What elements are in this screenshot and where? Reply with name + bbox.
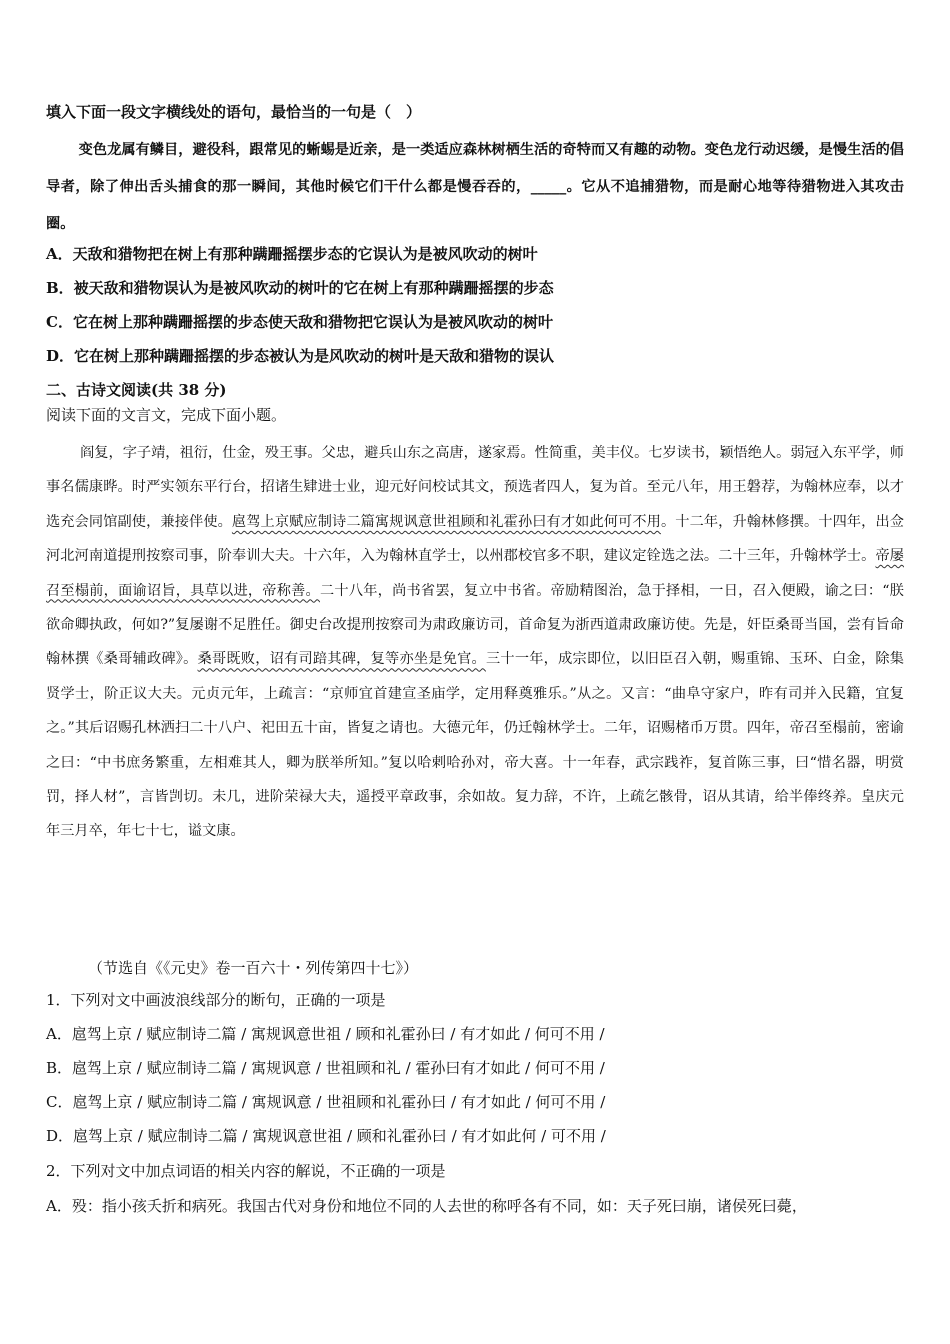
classical-part-1: 阎复，字子靖，祖衍，仕金，殁王事。父忠，避兵山东之高唐，遂家焉。性简重，美丰仪。七岁读书，颖悟绝人。弱冠入东平学，师事名儒康晔。时严实领东平行台，招诸生肄进士业，迎元好问校试其文，预选者四人，复为首。至元八年，用王磐荐，为翰林应奉，以才选充会同馆副使，兼接伴使。	[46, 445, 904, 530]
q1-option-a: A．扈驾上京 / 赋应制诗二篇 / 寓规讽意世祖 / 顾和礼霍孙曰 / 有才如此 / 何可不用 /	[46, 1025, 605, 1043]
option-a: A．天敌和猎物把在树上有那种蹒跚摇摆步态的它误认为是被风吹动的树叶	[46, 245, 538, 263]
option-b: B．被天敌和猎物误认为是被风吹动的树叶的它在树上有那种蹒跚摇摆的步态	[46, 279, 554, 297]
wavy-underline-2: 帝屡召至榻前，面谕诏旨，具草以进，帝称善。	[46, 548, 904, 599]
classical-part-4: 三十一年，成宗即位，以旧臣召入朝，赐重锦、玉环、白金，除集贤学士，阶正议大夫。元贞元年，上疏言：“京师宜首建宣圣庙学，定用释奠雅乐。”从之。又言：“曲阜守家户，昨有司并入民籍，宜复之。”其后诏赐孔林洒扫二十八户、祀田五十亩，皆复之请也。大德元年，仍迁翰林学士。二年，诏赐楮币万贯。四年，帝召至榻前，密谕之曰：“中书庶务繁重，左相难其人，卿为朕举所知。”复以哈剌哈孙对，帝大喜。十一年春，武宗践祚，复首陈三事，曰“惜名器，明赏罚，择人材”，言皆剀切。未几，进阶荣禄大夫，遥授平章政事，余如故。复力辞，不许，上疏乞骸骨，诏从其请，给半俸终养。皇庆元年三月卒，年七十七，谥文康。	[46, 651, 904, 840]
source-citation: （节选自《《元史》卷一百六十・列传第四十七》）	[88, 959, 419, 977]
question-intro: 填入下面一段文字横线处的语句，最恰当的一句是（ ）	[46, 103, 422, 121]
reading-instruction: 阅读下面的文言文，完成下面小题。	[46, 406, 287, 424]
wavy-underline-3: 桑哥既败，诏有司踣其碑，复等亦坐是免官。	[197, 651, 486, 668]
passage-after-blank: 。它从不追捕猎物，而是耐心地等待猎物进入其攻击圈。	[46, 179, 904, 232]
q1-option-b: B．扈驾上京 / 赋应制诗二篇 / 寓规讽意 / 世祖顾和礼 / 霍孙曰有才如此 / 何可不用 /	[46, 1059, 605, 1077]
q1-option-c: C．扈驾上京 / 赋应制诗二篇 / 寓规讽意 / 世祖顾和礼霍孙曰 / 有才如此 / 何可不用 /	[46, 1093, 606, 1111]
classical-passage	[46, 436, 904, 849]
passage-before-blank: 变色龙属有鳞目，避役科，跟常见的蜥蜴是近亲，是一类适应森林树栖生活的奇特而又有趣的动物。变色龙行动迟缓，是慢生活的倡导者，除了伸出舌头捕食的那一瞬间，其他时候它们干什么都是慢吞吞的，	[46, 142, 904, 195]
question-2-stem: 2．下列对文中加点词语的相关内容的解说，不正确的一项是	[46, 1162, 446, 1180]
question-1-stem: 1．下列对文中画波浪线部分的断句，正确的一项是	[46, 991, 386, 1009]
option-c: C．它在树上那种蹒跚摇摆的步态使天敌和猎物把它误认为是被风吹动的树叶	[46, 313, 553, 331]
classical-part-3: 二十八年，尚书省罢，复立中书省。帝励精图治，急于择相，一日，召入便殿，谕之曰：“朕欲命卿执政，何如?”复屡谢不足胜任。御史台改提刑按察司为肃政廉访司，首命复为浙西道肃政廉访使。先是，奸臣桑哥当国，尝有旨命翰林撰《桑哥辅政碑》。	[46, 582, 904, 668]
chameleon-passage	[46, 132, 904, 243]
wavy-underline-1: 扈驾上京赋应制诗二篇寓规讽意世祖顾和礼霍孙曰有才如此何可不用	[231, 513, 661, 530]
q1-option-d: D．扈驾上京 / 赋应制诗二篇 / 寓规讽意世祖 / 顾和礼霍孙曰 / 有才如此何 / 可不用 /	[46, 1127, 606, 1145]
option-d: D．它在树上那种蹒跚摇摆的步态被认为是风吹动的树叶是天敌和猎物的误认	[46, 347, 555, 365]
q2-option-a: A．殁：指小孩夭折和病死。我国古代对身份和地位不同的人去世的称呼各有不同，如：天子死曰崩，诸侯死曰薨，	[46, 1197, 807, 1215]
section-title: 二、古诗文阅读(共 38 分)	[46, 381, 227, 399]
classical-part-2: 。十二年，升翰林修撰。十四年，出佥河北河南道提刑按察司事，阶奉训大夫。十六年，入为翰林直学士，以州郡校官多不职，建议定铨选之法。二十三年，升翰林学士。	[46, 513, 904, 565]
fill-blank: _____	[530, 179, 567, 195]
